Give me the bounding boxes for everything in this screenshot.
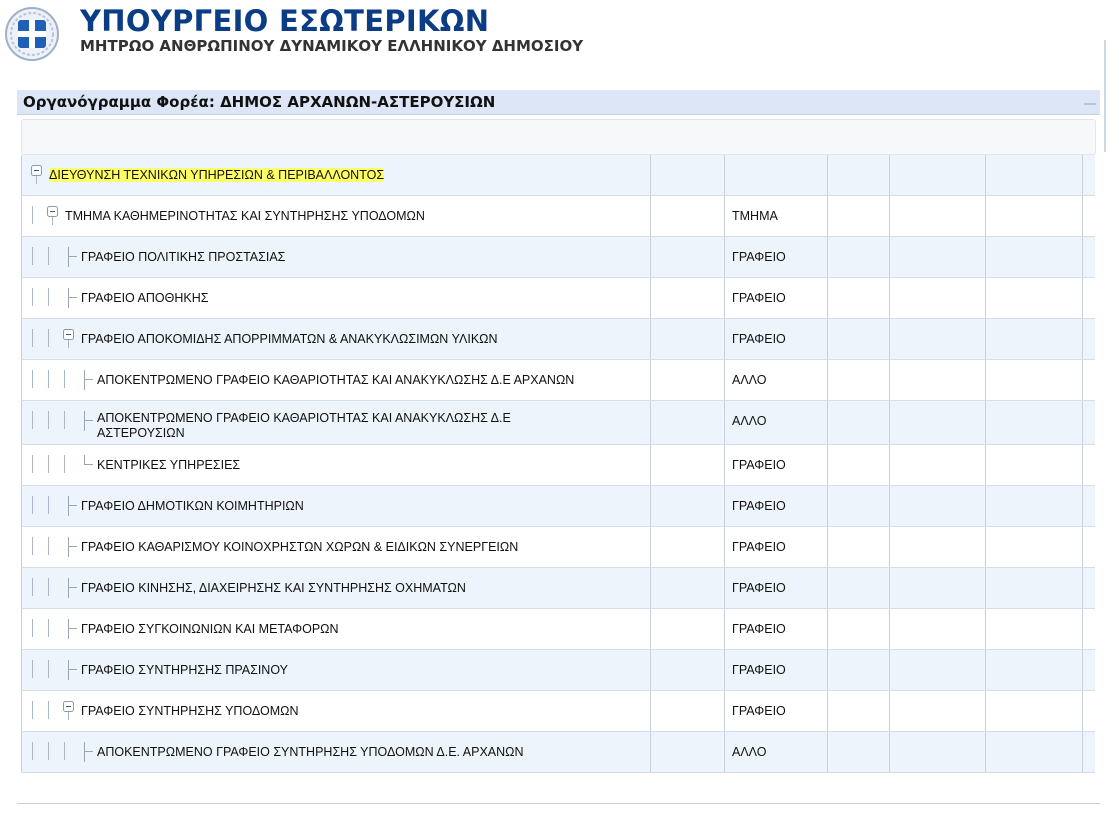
collapse-toggle-icon[interactable] <box>63 329 74 340</box>
tree-indent-guide <box>48 247 49 265</box>
blank-cell <box>828 445 890 485</box>
tree-branch-icon <box>84 742 93 762</box>
blank-cell <box>828 650 890 690</box>
blank-cell <box>986 401 1083 444</box>
tree-row[interactable] <box>21 527 1095 568</box>
page-scroll-rail[interactable] <box>1104 40 1106 152</box>
blank-cell <box>986 155 1083 195</box>
unit-type-cell <box>725 691 828 731</box>
tree-indent-guide <box>32 701 33 719</box>
unit-name-cell <box>21 360 651 400</box>
blank-cell <box>651 237 725 277</box>
registry-subtitle: ΜΗΤΡΩΟ ΑΝΘΡΩΠΙΝΟΥ ΔΥΝΑΜΙΚΟΥ ΕΛΛΗΝΙΚΟΥ ΔΗΜΟΣΙΟΥ <box>80 37 584 55</box>
unit-name-cell <box>21 650 651 690</box>
blank-cell <box>890 360 986 400</box>
tree-indent-guide <box>48 701 49 719</box>
tree-indent-guide <box>64 742 65 760</box>
unit-name[interactable]: ΤΜΗΜΑ ΚΑΘΗΜΕΡΙΝΟΤΗΤΑΣ ΚΑΙ ΣΥΝΤΗΡΗΣΗΣ ΥΠΟΔΟΜΩΝ <box>65 209 425 223</box>
unit-name-cell <box>21 568 651 608</box>
unit-name[interactable]: ΓΡΑΦΕΙΟ ΠΟΛΙΤΙΚΗΣ ΠΡΟΣΤΑΣΙΑΣ <box>81 250 286 264</box>
unit-name[interactable]: ΑΠΟΚΕΝΤΡΩΜΕΝΟ ΓΡΑΦΕΙΟ ΚΑΘΑΡΙΟΤΗΤΑΣ ΚΑΙ ΑΝΑΚΥΚΛΩΣΗΣ Δ.Ε ΑΡΧΑΝΩΝ <box>97 373 575 387</box>
tree-stem <box>68 340 69 348</box>
tree-branch-icon <box>68 660 77 680</box>
blank-cell <box>651 401 725 444</box>
blank-cell <box>828 360 890 400</box>
tree-indent-guide <box>48 411 49 429</box>
divider <box>17 803 1100 804</box>
tree-indent-guide <box>48 742 49 760</box>
greek-emblem-icon <box>4 6 60 62</box>
blank-cell <box>651 445 725 485</box>
tree-indent-guide <box>32 206 33 224</box>
tree-stem <box>36 176 37 184</box>
blank-cell <box>828 527 890 567</box>
unit-name[interactable]: ΓΡΑΦΕΙΟ ΣΥΝΤΗΡΗΣΗΣ ΥΠΟΔΟΜΩΝ <box>81 704 299 718</box>
tree-indent-guide <box>32 660 33 678</box>
unit-name-cell <box>21 486 651 526</box>
blank-cell <box>986 486 1083 526</box>
tree-row[interactable] <box>21 319 1095 360</box>
blank-cell <box>828 196 890 236</box>
blank-cell <box>651 196 725 236</box>
tree-row[interactable] <box>21 568 1095 609</box>
tree-indent-guide <box>48 619 49 637</box>
blank-cell <box>986 609 1083 649</box>
ministry-title: ΥΠΟΥΡΓΕΙΟ ΕΣΩΤΕΡΙΚΩΝ <box>80 4 490 38</box>
tree-branch-icon <box>68 537 77 557</box>
blank-cell <box>890 527 986 567</box>
collapse-toggle-icon[interactable] <box>47 206 58 217</box>
blank-cell <box>651 486 725 526</box>
tree-row[interactable] <box>21 732 1095 773</box>
unit-name-cell <box>21 319 651 359</box>
tree-row[interactable] <box>21 196 1095 237</box>
blank-cell <box>651 360 725 400</box>
blank-cell <box>651 278 725 318</box>
tree-indent-guide <box>32 370 33 388</box>
blank-cell <box>986 237 1083 277</box>
unit-name-cell <box>21 196 651 236</box>
collapse-toggle-icon[interactable] <box>63 701 74 712</box>
unit-type-cell <box>725 609 828 649</box>
unit-type-cell <box>725 401 828 444</box>
blank-cell <box>828 319 890 359</box>
blank-cell <box>828 609 890 649</box>
tree-branch-icon <box>68 288 77 308</box>
unit-type-cell <box>725 237 828 277</box>
blank-cell <box>890 237 986 277</box>
blank-cell <box>890 196 986 236</box>
unit-type: ΓΡΑΦΕΙΟ <box>732 663 786 677</box>
blank-cell <box>890 278 986 318</box>
blank-cell <box>828 691 890 731</box>
blank-cell <box>986 445 1083 485</box>
unit-name[interactable]: ΔΙΕΥΘΥΝΣΗ ΤΕΧΝΙΚΩΝ ΥΠΗΡΕΣΙΩΝ & ΠΕΡΙΒΑΛΛΟΝΤΟΣ <box>49 168 385 182</box>
tree-row[interactable] <box>21 486 1095 527</box>
unit-name-cell <box>21 155 651 195</box>
unit-type: ΓΡΑΦΕΙΟ <box>732 250 786 264</box>
blank-cell <box>651 568 725 608</box>
org-tree <box>21 155 1095 773</box>
unit-type: ΑΛΛΟ <box>732 373 767 387</box>
blank-cell <box>651 691 725 731</box>
unit-name-cell <box>21 691 651 731</box>
tree-indent-guide <box>64 455 65 473</box>
tree-indent-guide <box>64 411 65 429</box>
unit-name-cell <box>21 445 651 485</box>
unit-type: ΓΡΑΦΕΙΟ <box>732 332 786 346</box>
blank-cell <box>890 319 986 359</box>
tree-indent-guide <box>48 660 49 678</box>
blank-cell <box>651 650 725 690</box>
blank-cell <box>986 278 1083 318</box>
tree-indent-guide <box>48 496 49 514</box>
unit-name-cell <box>21 237 651 277</box>
tree-indent-guide <box>48 455 49 473</box>
blank-cell <box>890 691 986 731</box>
unit-type-cell <box>725 486 828 526</box>
blank-cell <box>890 732 986 772</box>
unit-type: ΓΡΑΦΕΙΟ <box>732 622 786 636</box>
unit-type: ΓΡΑΦΕΙΟ <box>732 291 786 305</box>
blank-cell <box>890 609 986 649</box>
unit-type-cell <box>725 650 828 690</box>
unit-type-cell <box>725 196 828 236</box>
unit-name[interactable]: ΓΡΑΦΕΙΟ ΣΥΝΤΗΡΗΣΗΣ ΠΡΑΣΙΝΟΥ <box>81 663 288 677</box>
unit-name-cell <box>21 401 651 444</box>
unit-name-cell <box>21 732 651 772</box>
site-header <box>0 0 1119 70</box>
tree-branch-icon <box>68 496 77 516</box>
tree-stem <box>68 712 69 720</box>
tree-row[interactable] <box>21 609 1095 650</box>
blank-cell <box>986 650 1083 690</box>
unit-name[interactable]: ΑΠΟΚΕΝΤΡΩΜΕΝΟ ΓΡΑΦΕΙΟ ΚΑΘΑΡΙΟΤΗΤΑΣ ΚΑΙ ΑΝΑΚΥΚΛΩΣΗΣ Δ.Ε ΑΣΤΕΡΟΥΣΙΩΝ <box>97 411 511 440</box>
blank-cell <box>651 155 725 195</box>
tree-branch-icon <box>84 411 93 431</box>
blank-cell <box>890 568 986 608</box>
panel-title: Οργανόγραμμα Φορέα: ΔΗΜΟΣ ΑΡΧΑΝΩΝ-ΑΣΤΕΡΟΥΣΙΩΝ <box>23 93 496 111</box>
unit-type: ΓΡΑΦΕΙΟ <box>732 499 786 513</box>
tree-branch-icon <box>68 578 77 598</box>
tree-row[interactable] <box>21 237 1095 278</box>
unit-name[interactable]: ΓΡΑΦΕΙΟ ΚΙΝΗΣΗΣ, ΔΙΑΧΕΙΡΗΣΗΣ ΚΑΙ ΣΥΝΤΗΡΗΣΗΣ ΟΧΗΜΑΤΩΝ <box>81 581 466 595</box>
tree-indent-guide <box>32 247 33 265</box>
tree-last-branch-icon <box>84 455 93 465</box>
tree-indent-guide <box>48 288 49 306</box>
tree-branch-icon <box>68 247 77 267</box>
blank-cell <box>828 568 890 608</box>
tree-indent-guide <box>48 537 49 555</box>
tree-indent-guide <box>64 370 65 388</box>
tree-branch-icon <box>68 619 77 639</box>
blank-cell <box>986 527 1083 567</box>
unit-name-cell <box>21 609 651 649</box>
org-chart-panel <box>17 81 1101 801</box>
blank-cell <box>986 360 1083 400</box>
tree-indent-guide <box>32 496 33 514</box>
blank-cell <box>651 319 725 359</box>
unit-type-cell <box>725 360 828 400</box>
blank-cell <box>828 732 890 772</box>
blank-cell <box>828 155 890 195</box>
tree-row[interactable] <box>21 401 1095 445</box>
tree-indent-guide <box>32 288 33 306</box>
tree-indent-guide <box>32 742 33 760</box>
blank-cell <box>890 486 986 526</box>
tree-indent-guide <box>48 578 49 596</box>
tree-row[interactable] <box>21 360 1095 401</box>
unit-type-cell <box>725 278 828 318</box>
tree-row[interactable] <box>21 691 1095 732</box>
collapse-panel-button[interactable] <box>1084 103 1096 105</box>
unit-type-cell <box>725 445 828 485</box>
blank-cell <box>986 196 1083 236</box>
unit-name[interactable]: ΓΡΑΦΕΙΟ ΚΑΘΑΡΙΣΜΟΥ ΚΟΙΝΟΧΡΗΣΤΩΝ ΧΩΡΩΝ & ΕΙΔΙΚΩΝ ΣΥΝΕΡΓΕΙΩΝ <box>81 540 519 554</box>
tree-indent-guide <box>32 455 33 473</box>
unit-name[interactable]: ΓΡΑΦΕΙΟ ΑΠΟΚΟΜΙΔΗΣ ΑΠΟΡΡΙΜΜΑΤΩΝ & ΑΝΑΚΥΚΛΩΣΙΜΩΝ ΥΛΙΚΩΝ <box>81 332 498 346</box>
unit-name[interactable]: ΑΠΟΚΕΝΤΡΩΜΕΝΟ ΓΡΑΦΕΙΟ ΣΥΝΤΗΡΗΣΗΣ ΥΠΟΔΟΜΩΝ Δ.Ε. ΑΡΧΑΝΩΝ <box>97 745 524 759</box>
unit-name-cell <box>21 527 651 567</box>
unit-type: ΑΛΛΟ <box>732 414 767 428</box>
blank-cell <box>828 486 890 526</box>
blank-cell <box>986 568 1083 608</box>
blank-cell <box>986 691 1083 731</box>
blank-cell <box>651 609 725 649</box>
tree-row[interactable] <box>21 650 1095 691</box>
blank-cell <box>828 278 890 318</box>
unit-type: ΤΜΗΜΑ <box>732 209 778 223</box>
tree-branch-icon <box>84 370 93 390</box>
tree-indent-guide <box>32 411 33 429</box>
blank-cell <box>651 732 725 772</box>
blank-cell <box>828 401 890 444</box>
tree-row[interactable] <box>21 278 1095 319</box>
panel-header <box>17 90 1100 115</box>
tree-indent-guide <box>32 537 33 555</box>
unit-type: ΓΡΑΦΕΙΟ <box>732 540 786 554</box>
unit-name[interactable]: ΚΕΝΤΡΙΚΕΣ ΥΠΗΡΕΣΙΕΣ <box>97 458 241 472</box>
unit-type: ΓΡΑΦΕΙΟ <box>732 458 786 472</box>
tree-row[interactable] <box>21 155 1095 196</box>
panel-toolbar <box>21 119 1096 155</box>
unit-type-cell <box>725 319 828 359</box>
unit-type: ΓΡΑΦΕΙΟ <box>732 704 786 718</box>
unit-type-cell <box>725 732 828 772</box>
unit-type: ΑΛΛΟ <box>732 745 767 759</box>
unit-name[interactable]: ΓΡΑΦΕΙΟ ΔΗΜΟΤΙΚΩΝ ΚΟΙΜΗΤΗΡΙΩΝ <box>81 499 304 513</box>
tree-indent-guide <box>32 619 33 637</box>
tree-indent-guide <box>48 370 49 388</box>
tree-indent-guide <box>48 329 49 347</box>
unit-type-cell <box>725 568 828 608</box>
unit-type-cell <box>725 527 828 567</box>
blank-cell <box>890 155 986 195</box>
blank-cell <box>828 237 890 277</box>
blank-cell <box>890 650 986 690</box>
blank-cell <box>890 401 986 444</box>
blank-cell <box>651 527 725 567</box>
unit-type-cell <box>725 155 828 195</box>
blank-cell <box>986 319 1083 359</box>
tree-indent-guide <box>32 578 33 596</box>
tree-indent-guide <box>32 329 33 347</box>
unit-name[interactable]: ΓΡΑΦΕΙΟ ΣΥΓΚΟΙΝΩΝΙΩΝ ΚΑΙ ΜΕΤΑΦΟΡΩΝ <box>81 622 339 636</box>
blank-cell <box>890 445 986 485</box>
unit-name-cell <box>21 278 651 318</box>
collapse-toggle-icon[interactable] <box>31 165 42 176</box>
tree-stem <box>52 217 53 225</box>
blank-cell <box>986 732 1083 772</box>
unit-type: ΓΡΑΦΕΙΟ <box>732 581 786 595</box>
unit-name[interactable]: ΓΡΑΦΕΙΟ ΑΠΟΘΗΚΗΣ <box>81 291 209 305</box>
tree-row[interactable] <box>21 445 1095 486</box>
